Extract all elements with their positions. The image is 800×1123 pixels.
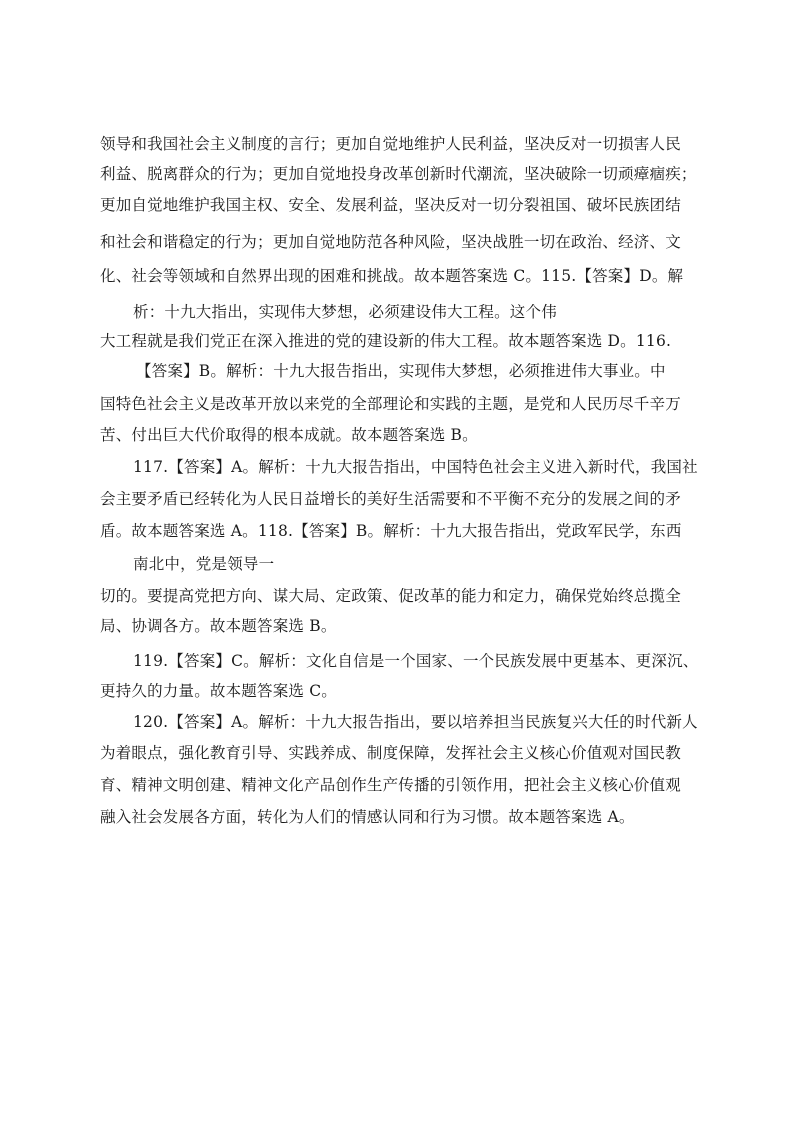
text-line: 析：十九大指出，实现伟大梦想，必须建设伟大工程。这个伟	[133, 303, 557, 321]
text-line: 【答案】B。解析：十九大报告指出，实现伟大梦想，必须推进伟大事业。中	[136, 362, 666, 380]
text-line: 为着眼点，强化教育引导、实践养成、制度保障，发挥社会主义核心价值观对国民教	[100, 744, 681, 762]
text-line: 盾。故本题答案选 A。118.【答案】B。解析：十九大报告指出，党政军民学，东西	[100, 522, 682, 540]
text-line: 融入社会发展各方面，转化为人们的情感认同和行为习惯。故本题答案选 A。	[100, 808, 635, 826]
text-line: 利益、脱离群众的行为；更加自觉地投身改革创新时代潮流，坚决破除一切顽瘴痼疾；	[100, 165, 697, 183]
text-line: 会主要矛盾已经转化为人民日益增长的美好生活需要和不平衡不充分的发展之间的矛	[100, 490, 681, 508]
text-line: 国特色社会主义是改革开放以来党的全部理论和实践的主题，是党和人民历尽千辛万	[100, 395, 681, 413]
text-line: 领导和我国社会主义制度的言行；更加自觉地维护人民利益，坚决反对一切损害人民	[100, 135, 681, 153]
text-line: 117.【答案】A。解析：十九大报告指出，中国特色社会主义进入新时代，我国社	[133, 458, 698, 476]
text-line: 南北中，党是领导一	[133, 555, 275, 573]
text-line: 更持久的力量。故本题答案选 C。	[100, 682, 337, 700]
text-line: 大工程就是我们党正在深入推进的党的建设新的伟大工程。故本题答案选 D。116.	[100, 332, 672, 350]
text-line: 苦、付出巨大代价取得的根本成就。故本题答案选 B。	[100, 426, 478, 444]
text-line: 119.【答案】C。解析：文化自信是一个国家、一个民族发展中更基本、更深沉、	[133, 652, 699, 670]
text-line: 局、协调各方。故本题答案选 B。	[100, 617, 337, 635]
text-line: 更加自觉地维护我国主权、安全、发展利益，坚决反对一切分裂祖国、破坏民族团结	[100, 196, 681, 214]
text-line: 育、精神文明创建、精神文化产品创作生产传播的引领作用，把社会主义核心价值观	[100, 776, 681, 794]
text-line: 和社会和谐稳定的行为；更加自觉地防范各种风险，坚决战胜一切在政治、经济、文	[100, 233, 681, 251]
text-line: 化、社会等领域和自然界出现的困难和挑战。故本题答案选 C。115.【答案】D。解	[100, 267, 684, 285]
text-line: 切的。要提高党把方向、谋大局、定政策、促改革的能力和定力，确保党始终总揽全	[100, 587, 681, 605]
text-line: 120.【答案】A。解析：十九大报告指出，要以培养担当民族复兴大任的时代新人	[133, 713, 698, 731]
